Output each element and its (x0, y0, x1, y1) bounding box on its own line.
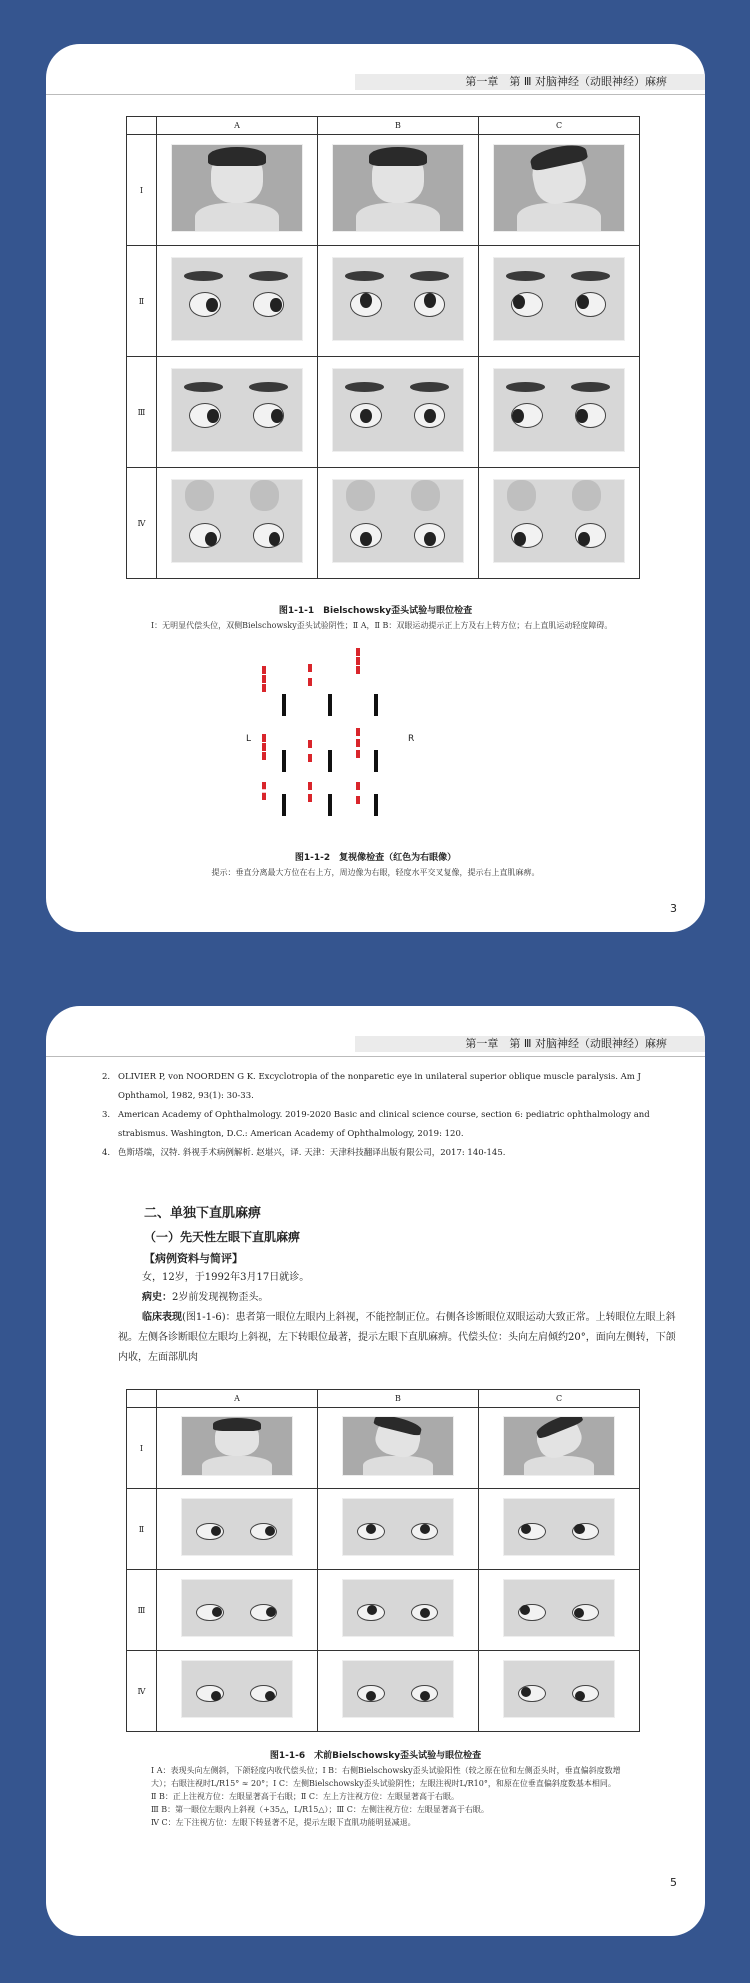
figure-1-1-2-note: 提示：垂直分离最大方位在右上方，周边像为右眼，轻度水平交叉复像，提示右上直肌麻痹。 (211, 868, 540, 877)
corner-cell (127, 117, 157, 135)
red-image-bar (262, 782, 270, 800)
table-cell (479, 246, 640, 357)
header-chapter: 第一章 (465, 75, 499, 88)
book-page-3 (46, 44, 705, 932)
table-cell (157, 135, 318, 246)
table-cell (157, 1570, 318, 1651)
reference-text: American Academy of Ophthalmology. 2019-2020 Basic and clinical science course, section 6: pediatric ophthalmology and strabismus. Washington, D.C.: American Academy of Ophthalmology, 2019: 120. (118, 1110, 650, 1139)
case-heading: 【病例资料与简评】 (144, 1252, 243, 1265)
figure-1-1-6-caption: 图1-1-6 术前Bielschowsky歪头试验与眼位检查 (269, 1751, 482, 1761)
eyes-photo (171, 479, 303, 563)
row-header-3: Ⅲ (127, 1570, 157, 1651)
table-cell (318, 468, 479, 579)
reference-item (102, 1106, 682, 1144)
face-photo (503, 1416, 615, 1476)
table-cell (157, 1408, 318, 1489)
figure-1-1-1-table (126, 116, 640, 579)
column-header-b: B (318, 117, 479, 135)
running-header (465, 1036, 667, 1052)
row-header-4: Ⅳ (127, 468, 157, 579)
black-image-bar (282, 750, 286, 772)
table-cell (318, 1489, 479, 1570)
eyes-photo (171, 368, 303, 452)
header-rule (46, 1056, 705, 1057)
figure-1-1-1-caption: 图1-1-1 Bielschowsky歪头试验与眼位检查 (278, 606, 473, 616)
page-number: 3 (670, 902, 677, 915)
reference-item (102, 1068, 682, 1106)
column-header-b: B (318, 1390, 479, 1408)
eyes-photo (493, 368, 625, 452)
eyes-photo (171, 257, 303, 341)
left-label: L (246, 734, 252, 744)
row-header-1: Ⅰ (127, 135, 157, 246)
history-text: 2岁前发现视物歪头。 (172, 1292, 269, 1303)
face-photo (332, 144, 464, 232)
page-number: 5 (670, 1876, 677, 1889)
column-header-c: C (479, 1390, 640, 1408)
eyes-photo (332, 368, 464, 452)
black-image-bar (374, 750, 378, 772)
row-header-1: Ⅰ (127, 1408, 157, 1489)
face-photo (171, 144, 303, 232)
table-cell (479, 1570, 640, 1651)
eyes-photo (332, 479, 464, 563)
clinical-label: 临床表现 (142, 1312, 182, 1323)
eyes-photo (181, 1579, 293, 1637)
eyes-photo (503, 1579, 615, 1637)
eyes-photo (342, 1579, 454, 1637)
table-cell (479, 1408, 640, 1489)
red-image-bar (308, 664, 316, 686)
book-page-5 (46, 1006, 705, 1936)
table-cell (157, 246, 318, 357)
table-cell (318, 1570, 479, 1651)
red-image-bar (308, 782, 316, 802)
figure-note-line: Ⅲ B：第一眼位左眼内上斜视（+35△，L/R15△）；Ⅲ C：左侧注视方位：左眼显著高于右眼。 (151, 1805, 489, 1814)
table-cell (318, 357, 479, 468)
eyes-photo (332, 257, 464, 341)
reference-text: OLIVIER P, von NOORDEN G K. Excyclotropia of the nonparetic eye in unilateral superior oblique muscle paralysis. Am J Ophthamol, 1982, 93(1): 30-33. (118, 1072, 641, 1101)
table-cell (157, 468, 318, 579)
column-header-a: A (157, 1390, 318, 1408)
face-photo (342, 1416, 454, 1476)
header-chapter: 第一章 (465, 1037, 499, 1050)
eyes-photo (493, 257, 625, 341)
figure-1-1-2-caption: 图1-1-2 复视像检查（红色为右眼像） (294, 853, 457, 863)
reference-number: 2. (102, 1072, 111, 1082)
header-title: 第 Ⅲ 对脑神经（动眼神经）麻痹 (509, 1037, 667, 1050)
history-label: 病史： (142, 1292, 172, 1303)
eyes-photo (342, 1660, 454, 1718)
black-image-bar (282, 794, 286, 816)
eyes-photo (181, 1498, 293, 1556)
eyes-photo (503, 1660, 615, 1718)
case-body (118, 1268, 678, 1368)
patient-line: 女，12岁，于1992年3月17日就诊。 (142, 1272, 310, 1283)
face-photo (181, 1416, 293, 1476)
reference-item (102, 1144, 682, 1163)
table-cell (318, 135, 479, 246)
table-cell (479, 1489, 640, 1570)
face-photo (493, 144, 625, 232)
row-header-2: Ⅱ (127, 246, 157, 357)
table-cell (479, 468, 640, 579)
figure-1-1-6-notes (151, 1764, 621, 1829)
black-image-bar (328, 794, 332, 816)
eyes-photo (181, 1660, 293, 1718)
corner-cell (127, 1390, 157, 1408)
table-cell (479, 135, 640, 246)
table-cell (318, 1651, 479, 1732)
header-rule (46, 94, 705, 95)
eyes-photo (342, 1498, 454, 1556)
table-cell (157, 1651, 318, 1732)
reference-number: 4. (102, 1148, 111, 1158)
figure-note-line: Ⅱ B：正上注视方位：左眼显著高于右眼；Ⅱ C：左上方注视方位：左眼显著高于右眼。 (151, 1792, 459, 1801)
section-title: 二、单独下直肌麻痹 (144, 1206, 262, 1221)
red-image-bar (262, 666, 270, 692)
black-image-bar (282, 694, 286, 716)
column-header-a: A (157, 117, 318, 135)
figure-note-line: Ⅳ C：左下注视方位：左眼下转显著不足，提示左眼下直肌功能明显减退。 (151, 1818, 416, 1827)
reference-number: 3. (102, 1110, 111, 1120)
row-header-3: Ⅲ (127, 357, 157, 468)
running-header (465, 74, 667, 90)
table-cell (479, 1651, 640, 1732)
eyes-photo (493, 479, 625, 563)
clinical-paragraph (118, 1308, 678, 1368)
black-image-bar (328, 694, 332, 716)
subsection-title: （一）先天性左眼下直肌麻痹 (144, 1230, 301, 1244)
row-header-2: Ⅱ (127, 1489, 157, 1570)
figure-1-1-1-note: Ⅰ：无明显代偿头位，双侧Bielschowsky歪头试验阴性；Ⅱ A，Ⅱ B：双眼运动提示正上方及右上转方位；右上直肌运动轻度障碍。 (151, 621, 613, 630)
table-cell (157, 357, 318, 468)
header-title: 第 Ⅲ 对脑神经（动眼神经）麻痹 (509, 75, 667, 88)
black-image-bar (328, 750, 332, 772)
black-image-bar (374, 794, 378, 816)
black-image-bar (374, 694, 378, 716)
clinical-text: (图1-1-6)：患者第一眼位左眼内上斜视，不能控制正位。右侧各诊断眼位双眼运动大致正常。上转眼位左眼上斜视。左侧各诊断眼位左眼均上斜视，左下转眼位最著，提示左眼下直肌麻痹。代偿头位：头向左肩倾约20°，面向左侧转，下颌内收，左面部肌肉 (118, 1312, 676, 1363)
table-cell (318, 1408, 479, 1489)
eyes-photo (503, 1498, 615, 1556)
figure-1-1-6-table (126, 1389, 640, 1732)
red-image-bar (356, 648, 364, 674)
reference-text: 色斯塔端，汉特. 斜视手术病例解析. 赵堪兴，译. 天津：天津科技翻译出版有限公司，2017: 140-145. (118, 1148, 506, 1158)
right-label: R (408, 734, 415, 744)
table-cell (318, 246, 479, 357)
red-image-bar (262, 734, 270, 760)
red-image-bar (356, 728, 364, 758)
red-image-bar (308, 740, 316, 762)
history-paragraph (118, 1288, 678, 1308)
table-cell (157, 1489, 318, 1570)
table-cell (479, 357, 640, 468)
figure-note-line: Ⅰ A：表现头向左侧斜，下颌轻度内收代偿头位；Ⅰ B：右侧Bielschowsky歪头试验阳性（较之原在位和左侧歪头时，垂直偏斜度数增大）；右眼注视时L/R15° ≈ 20°；Ⅰ C：左侧Bielschowsky歪头试验阴性；左眼注视时L/R10°，和原在位垂直偏斜度数基本相同。 (151, 1766, 621, 1788)
red-image-bar (356, 782, 364, 804)
reference-list (102, 1068, 682, 1163)
row-header-4: Ⅳ (127, 1651, 157, 1732)
column-header-c: C (479, 117, 640, 135)
